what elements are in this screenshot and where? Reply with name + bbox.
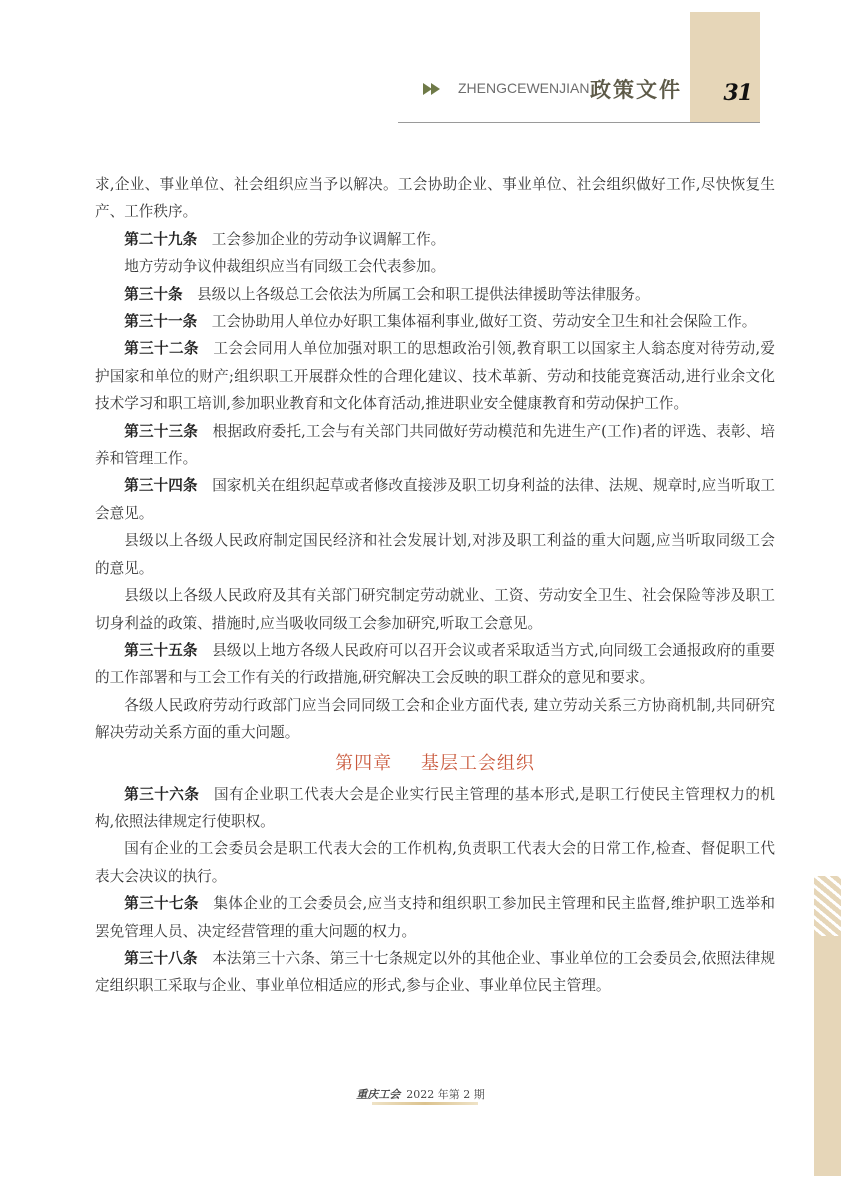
chapter-title: 基层工会组织 — [420, 752, 535, 774]
article-text: 国家机关在组织起草或者修改直接涉及职工切身利益的法律、法规、规章时,应当听取工会意见。 — [95, 477, 775, 522]
diagonal-stripes-decoration — [814, 876, 841, 936]
magazine-name: 重庆工会 — [356, 1088, 401, 1101]
article-text: 根据政府委托,工会与有关部门共同做好劳动模范和先进生产(工作)者的评选、表彰、培养和管理工作。 — [95, 422, 775, 468]
paragraph — [95, 582, 775, 637]
article-number: 第三十三条 — [124, 422, 198, 440]
article-number: 第三十一条 — [124, 313, 198, 331]
section-label-en: ZHENGCEWENJIAN — [458, 80, 590, 96]
article-text: 工会参加企业的劳动争议调解工作。 — [211, 230, 446, 248]
page-number-tab — [690, 12, 760, 122]
article — [95, 781, 775, 836]
article — [95, 890, 775, 945]
issue-label: 2022 年第 2 期 — [406, 1088, 485, 1101]
header-divider — [398, 122, 760, 123]
double-arrow-right-icon — [423, 82, 443, 96]
paragraph — [95, 253, 775, 280]
article-text: 工会协助用人单位办好职工集体福利事业,做好工资、劳动安全卫生和社会保险工作。 — [211, 313, 757, 331]
paragraph — [95, 527, 775, 582]
article-number: 第三十四条 — [124, 477, 198, 495]
article-number: 第三十二条 — [124, 340, 199, 358]
article — [95, 637, 775, 692]
paragraph — [95, 692, 775, 747]
article-text: 本法第三十六条、第三十七条规定以外的其他企业、事业单位的工会委员会,依照法律规定组织职工采取与企业、事业单位相适应的形式,参与企业、事业单位民主管理。 — [95, 949, 775, 995]
article — [95, 308, 775, 335]
article-text: 县级以上各级总工会依法为所属工会和职工提供法律援助等法律服务。 — [197, 285, 650, 303]
paragraph-text: 县级以上各级人民政府制定国民经济和社会发展计划,对涉及职工利益的重大问题,应当听取同级工会的意见。 — [95, 532, 775, 577]
page-number: 31 — [723, 80, 752, 106]
page-footer — [0, 1086, 841, 1102]
article-number: 第三十六条 — [124, 785, 200, 803]
article — [95, 281, 775, 308]
article — [95, 945, 775, 1000]
article — [95, 335, 775, 417]
article-body — [95, 171, 775, 1000]
article-text: 集体企业的工会委员会,应当支持和组织职工参加民主管理和民主监督,维护职工选举和罢免管理人员、决定经营管理的重大问题的权力。 — [95, 895, 775, 940]
article-number: 第三十五条 — [124, 641, 198, 659]
page-header — [398, 0, 841, 125]
section-label-cn: 政策文件 — [590, 78, 682, 102]
paragraph-text: 县级以上各级人民政府及其有关部门研究制定劳动就业、工资、劳动安全卫生、社会保险等涉及职工切身利益的政策、措施时,应当吸收同级工会参加研究,听取工会意见。 — [95, 587, 775, 632]
article — [95, 418, 775, 473]
paragraph — [95, 171, 775, 226]
paragraph-text: 各级人民政府劳动行政部门应当会同同级工会和企业方面代表, 建立劳动关系三方协商机制,共同研究解决劳动关系方面的重大问题。 — [95, 696, 775, 742]
article-number: 第三十条 — [124, 285, 183, 303]
chapter-number: 第四章 — [335, 752, 393, 774]
article-text: 县级以上地方各级人民政府可以召开会议或者采取适当方式,向同级工会通报政府的重要的工作部署和与工会工作有关的行政措施,研究解决工会反映的职工群众的意见和要求。 — [95, 641, 775, 687]
paragraph — [95, 835, 775, 890]
paragraph-text: 国有企业的工会委员会是职工代表大会的工作机构,负责职工代表大会的日常工作,检查、督促职工代表大会决议的执行。 — [95, 840, 775, 885]
paragraph-text: 地方劳动争议仲裁组织应当有同级工会代表参加。 — [124, 258, 446, 276]
article-number: 第二十九条 — [124, 230, 198, 248]
article — [95, 226, 775, 253]
article-number: 第三十八条 — [124, 949, 198, 967]
article-text: 国有企业职工代表大会是企业实行民主管理的基本形式,是职工行使民主管理权力的机构,依照法律规定行使职权。 — [95, 785, 775, 830]
article — [95, 472, 775, 527]
footer-underline — [372, 1102, 478, 1105]
article-number: 第三十七条 — [124, 895, 199, 913]
side-decoration-stripe — [814, 876, 841, 1176]
article-text: 工会会同用人单位加强对职工的思想政治引领,教育职工以国家主人翁态度对待劳动,爱护国家和单位的财产;组织职工开展群众性的合理化建议、技术革新、劳动和技能竞赛活动,进行业余文化技术学习和职工培训,参加职业教育和文化体育活动,推进职业安全健康教育和劳动保护工作。 — [95, 340, 775, 413]
paragraph-text: 求,企业、事业单位、社会组织应当予以解决。工会协助企业、事业单位、社会组织做好工作,尽快恢复生产、工作秩序。 — [95, 176, 775, 221]
chapter-heading — [95, 749, 775, 779]
